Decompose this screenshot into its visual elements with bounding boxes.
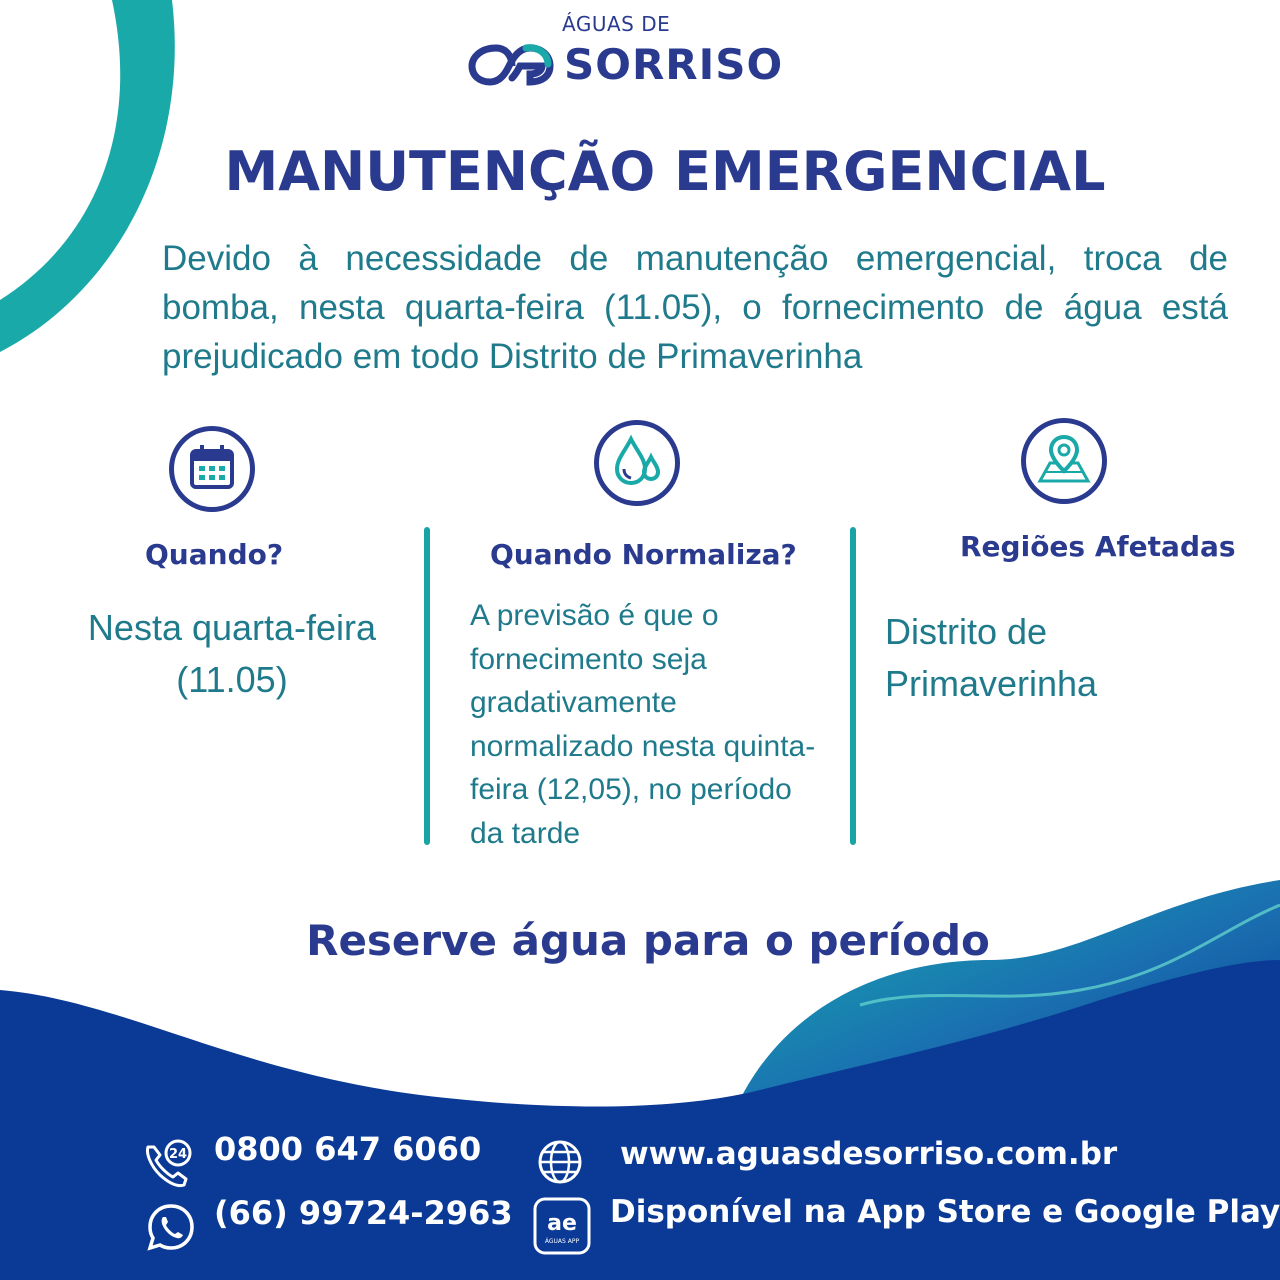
water-drops-icon-circle	[594, 420, 680, 506]
regions-text-line: Distrito de	[885, 611, 1048, 652]
normalize-title: Quando Normaliza?	[490, 538, 797, 571]
brand-top-text: ÁGUAS DE	[562, 12, 671, 36]
website-link[interactable]: www.aguasdesorriso.com.br	[620, 1136, 1118, 1172]
brand-name: SORRISO	[564, 40, 784, 89]
calendar-icon	[174, 431, 250, 507]
normalize-text-line: fornecimento seja	[470, 642, 707, 676]
water-drops-icon	[599, 425, 675, 501]
phone-24h-icon	[140, 1137, 196, 1189]
app-availability: Disponível na App Store e Google Play	[610, 1194, 1280, 1230]
app-badge-label: ÁGUAS APP	[544, 1238, 580, 1245]
when-text	[60, 602, 404, 706]
when-title: Quando?	[145, 538, 284, 571]
brand-logo	[466, 10, 784, 90]
normalize-text-line: normalizado nesta quinta-	[470, 729, 816, 763]
normalize-text-line: da tarde	[470, 816, 581, 850]
normalize-text-line: feira (12,05), no período	[470, 773, 792, 806]
ae-logo-icon	[466, 36, 556, 86]
normalize-text-line: gradativamente	[470, 686, 677, 719]
whatsapp-icon	[146, 1202, 196, 1252]
column-divider	[424, 527, 430, 845]
regions-title: Regiões Afetadas	[960, 530, 1236, 563]
calendar-icon-circle	[169, 426, 255, 512]
page-title: MANUTENÇÃO EMERGENCIAL	[224, 140, 1106, 203]
reserve-water-message: Reserve água para o período	[306, 916, 990, 965]
map-pin-icon-circle	[1021, 418, 1107, 504]
normalize-text	[470, 594, 850, 855]
whatsapp-number: (66) 99724-2963	[214, 1194, 513, 1232]
map-pin-icon	[1026, 423, 1102, 499]
when-text-line: (11.05)	[176, 659, 288, 700]
intro-paragraph: Devido à necessidade de manutenção emergencial, troca de bomba, nesta quarta-feira (11.05), o fornecimento de água está prejudicado em todo Distrito de Primaverinha	[162, 239, 1228, 376]
phone-24h-number: 0800 647 6060	[214, 1130, 482, 1168]
app-badge-mark: ae	[547, 1211, 577, 1236]
when-text-line: Nesta quarta-feira	[87, 607, 377, 648]
phone-icon-badge: 24	[168, 1147, 188, 1162]
regions-text-line: Primaverinha	[885, 663, 1098, 704]
normalize-text-line: A previsão é que o	[470, 599, 719, 632]
regions-text	[885, 606, 1245, 710]
column-divider	[850, 527, 856, 845]
globe-icon	[536, 1138, 584, 1186]
app-badge-icon	[532, 1196, 592, 1256]
